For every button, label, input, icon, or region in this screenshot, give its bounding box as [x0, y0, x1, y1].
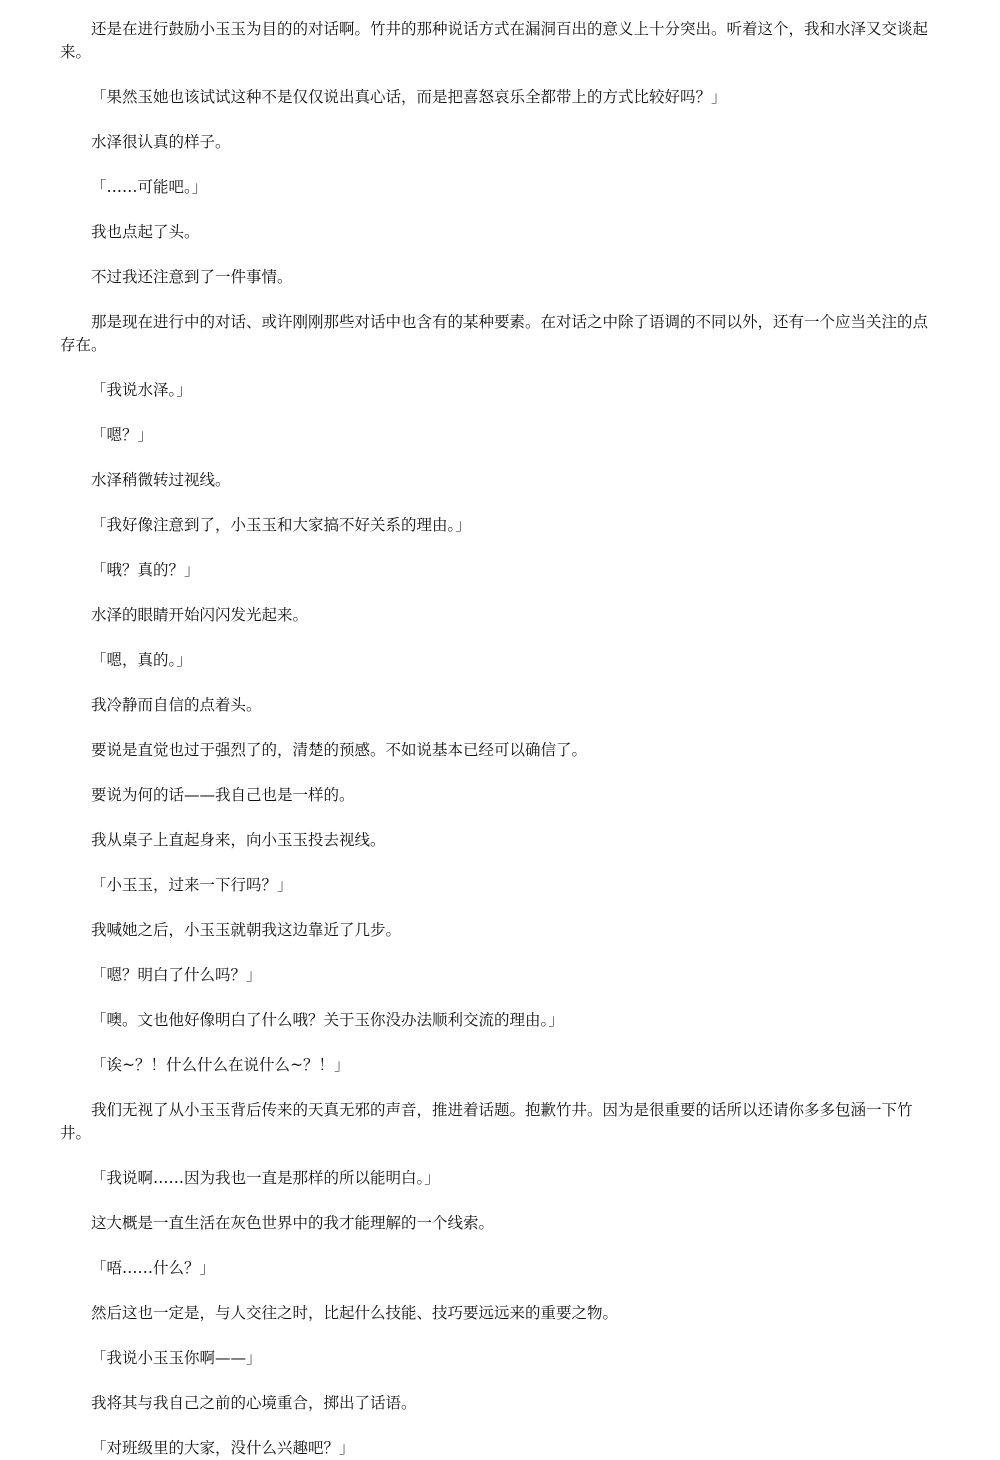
paragraph: 我也点起了头。 — [91, 223, 200, 241]
paragraph: 「我说水泽。」 — [91, 381, 192, 399]
paragraph: 「对班级里的大家，没什么兴趣吧？」 — [91, 1439, 355, 1457]
paragraph: 我将其与我自己之前的心境重合，掷出了话语。 — [91, 1394, 417, 1412]
paragraph: 「哦？真的？」 — [91, 561, 200, 579]
paragraph: 要说是直觉也过于强烈了的，清楚的预感。不如说基本已经可以确信了。 — [91, 741, 588, 759]
paragraph: 我们无视了从小玉玉背后传来的天真无邪的声音，推进着话题。抱歉竹井。因为是很重要的话所以还请你多多包涵一下竹井。 — [60, 1101, 913, 1142]
paragraph: 水泽的眼睛开始闪闪发光起来。 — [91, 606, 309, 624]
paragraph: 那是现在进行中的对话、或许刚刚那些对话中也含有的某种要素。在对话之中除了语调的不同以外，还有一个应当关注的点存在。 — [60, 313, 929, 354]
paragraph: 「嗯，真的。」 — [91, 651, 192, 669]
paragraph: 我喊她之后，小玉玉就朝我这边靠近了几步。 — [91, 921, 402, 939]
paragraph: 不过我还注意到了一件事情。 — [91, 268, 293, 286]
paragraph: 水泽很认真的样子。 — [91, 133, 231, 151]
paragraph: 「果然玉她也该试试这种不是仅仅说出真心话，而是把喜怒哀乐全都带上的方式比较好吗？」 — [91, 88, 727, 106]
paragraph: 水泽稍微转过视线。 — [91, 471, 231, 489]
paragraph: 「我说小玉玉你啊——」 — [91, 1349, 262, 1367]
paragraph: 「嗯？」 — [91, 426, 154, 444]
paragraph: 「小玉玉，过来一下行吗？」 — [91, 876, 293, 894]
paragraph: 然后这也一定是，与人交往之时，比起什么技能、技巧要远远来的重要之物。 — [91, 1304, 619, 1322]
paragraph: 「嗯？明白了什么吗？」 — [91, 966, 262, 984]
paragraph: 要说为何的话——我自己也是一样的。 — [91, 786, 355, 804]
paragraph: 还是在进行鼓励小玉玉为目的的对话啊。竹井的那种说话方式在漏洞百出的意义上十分突出。听着这个，我和水泽又交谈起来。 — [60, 20, 929, 61]
paragraph: 我从桌子上直起身来，向小玉玉投去视线。 — [91, 831, 386, 849]
paragraph: 「噢。文也他好像明白了什么哦？关于玉你没办法顺利交流的理由。」 — [91, 1011, 564, 1029]
paragraph: 「我好像注意到了，小玉玉和大家搞不好关系的理由。」 — [91, 516, 471, 534]
paragraph: 我冷静而自信的点着头。 — [91, 696, 262, 714]
paragraph: 这大概是一直生活在灰色世界中的我才能理解的一个线索。 — [91, 1214, 495, 1232]
paragraph: 「诶~？！什么什么在说什么~？！」 — [91, 1056, 350, 1074]
paragraph: 「唔……什么？」 — [91, 1259, 216, 1277]
paragraph: 「我说啊……因为我也一直是那样的所以能明白。」 — [91, 1169, 440, 1187]
paragraph: 「……可能吧。」 — [91, 178, 208, 196]
